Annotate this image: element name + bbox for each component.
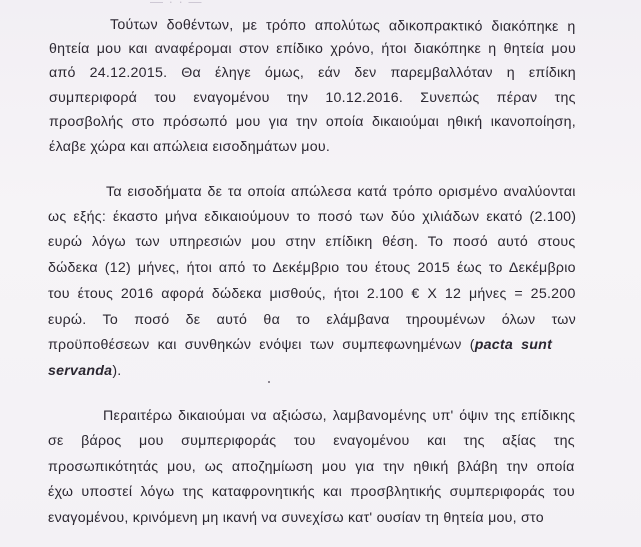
paragraph-1-line-6: έλαβε χώρα και απώλεια εισοδημάτων μου. bbox=[49, 139, 331, 155]
paragraph-3-line-5: εναγομένου, κρινόμενη μη ικανή να συνεχίσω κατ' ουσίαν τη θητεία μου, στο bbox=[48, 510, 544, 526]
paragraph-3-line-2: σε βάρος μου συμπεριφοράς του εναγομένου και της αξίας της bbox=[48, 433, 575, 449]
paragraph-2-line-2: ως εξής: έκαστο μήνα εδικαιούμουν το ποσό των δύο χιλιάδων εκατό (2.100) bbox=[48, 209, 577, 225]
paragraph-2-line-8-close: ). bbox=[112, 363, 122, 379]
paragraph-3-line-3: προσωπικότητάς μου, ως αποζημίωση μου για την ηθική βλάβη την οποία bbox=[48, 459, 575, 475]
pacta-sunt-emphasis: pacta sunt bbox=[474, 337, 553, 353]
paragraph-3-line-4: έχω υποστεί λόγω της καταφρονητικής και προσβλητικής συμπεριφοράς του bbox=[48, 484, 575, 500]
paragraph-2-line-1: Τα εισοδήματα δε τα οποία απώλεσα κατά τρόπο ορισμένο αναλύονται bbox=[106, 184, 576, 200]
servanda-emphasis: servanda bbox=[48, 363, 113, 379]
paragraph-2-line-7-text: προϋποθέσεων και συνθηκών ενόψει των συμπεφωνημένων ( bbox=[48, 337, 475, 353]
faint-header-bleed: — · · — bbox=[150, 0, 203, 9]
paragraph-2-line-3: ευρώ λόγω των υπηρεσιών μου στην επίδικη θέση. Το ποσό αυτό στους bbox=[48, 234, 576, 250]
paragraph-1-line-2: θητεία μου και αναφέρομαι στον επίδικο χρόνο, ήτοι διακόπηκε η θητεία μου bbox=[49, 41, 576, 57]
paragraph-1-line-1: Τούτων δοθέντων, με τρόπο απολύτως αδικοπρακτικό διακόπηκε η bbox=[109, 16, 576, 36]
paragraph-1-line-3: από 24.12.2015. Θα έληγε όμως, εάν δεν παρεμβαλλόταν η επίδικη bbox=[49, 65, 576, 81]
paragraph-2-line-8 bbox=[48, 361, 121, 381]
paragraph-2-line-5: του έτους 2016 αφορά δώδεκα μισθούς, ήτοι 2.100 € Χ 12 μήνες = 25.200 bbox=[48, 286, 576, 302]
paragraph-3-line-1: Περαιτέρω δικαιούμαι να αξιώσω, λαμβανομένης υπ' όψιν της επίδικης bbox=[103, 408, 576, 424]
scan-speck bbox=[268, 381, 270, 383]
paragraph-1-line-5: προσβολής στο πρόσωπό μου για την οποία δικαιούμαι ηθική ικανοποίηση, bbox=[49, 114, 576, 130]
paragraph-2-line-7 bbox=[48, 335, 552, 355]
paragraph-2-line-4: δώδεκα (12) μήνες, ήτοι από το Δεκέμβριο του έτους 2015 έως το Δεκέμβριο bbox=[48, 260, 576, 276]
paragraph-1-line-4: συμπεριφορά του εναγομένου την 10.12.2016. Συνεπώς πέραν της bbox=[49, 90, 576, 106]
paragraph-2-line-6: ευρώ. Το ποσό δε αυτό θα το ελάμβανα τηρουμένων όλων των bbox=[48, 312, 576, 328]
